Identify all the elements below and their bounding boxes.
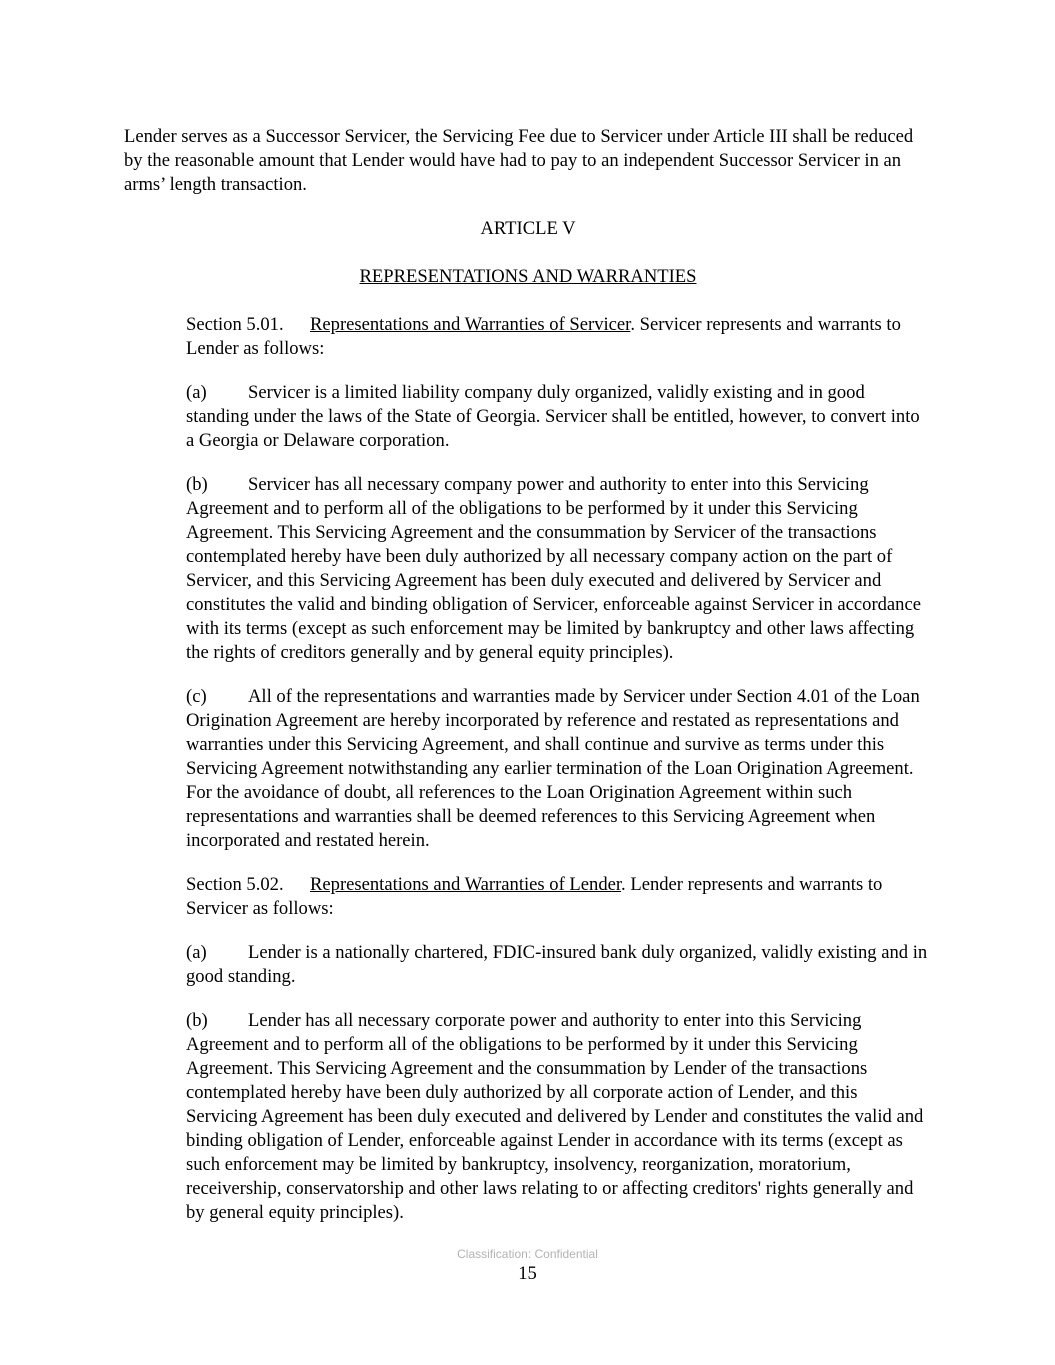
item-text: All of the representations and warranties made by Servicer under Section 4.01 of the Loan Origination Agreement are hereby incorporated by reference and restated as representations and warranties under this Servicing Agreement, and shall continue and survive as terms under this Servicing Agreement notwithstanding any earlier termination of the Loan Origination Agreement. For the avoidance of doubt, all references to the Loan Origination Agreement within such representations and warranties shall be deemed references to this Servicing Agreement when incorporated and restated herein. <box>186 686 920 851</box>
section-5-02-heading <box>124 873 932 921</box>
section-5-01-item-c <box>124 685 932 853</box>
classification-label: Classification: Confidential <box>457 1247 598 1261</box>
section-5-01-number: Section 5.01. <box>186 314 284 335</box>
item-label: (a) <box>186 942 207 963</box>
section-5-02-lead: . Lender represents and warrants to Servicer as follows: <box>186 874 883 919</box>
item-text: Lender is a nationally chartered, FDIC-insured bank duly organized, validly existing and in good standing. <box>186 942 928 987</box>
section-5-02-title: Representations and Warranties of Lender <box>310 874 622 895</box>
item-label: (b) <box>186 474 208 495</box>
section-5-01-item-a <box>124 381 932 453</box>
section-5-02-item-a <box>124 941 932 989</box>
article-heading <box>124 265 932 289</box>
item-label: (c) <box>186 686 207 707</box>
section-5-01-title: Representations and Warranties of Servicer <box>310 314 631 335</box>
section-5-02-number: Section 5.02. <box>186 874 284 895</box>
item-label: (a) <box>186 382 207 403</box>
article-title: ARTICLE V <box>480 218 576 239</box>
section-5-01-item-b <box>124 473 932 665</box>
section-5-02-item-b <box>124 1009 932 1225</box>
item-label: (b) <box>186 1010 208 1031</box>
page-number: 15 <box>518 1263 537 1284</box>
intro-paragraph: Lender serves as a Successor Servicer, the Servicing Fee due to Servicer under Article III shall be reduced by the reasonable amount that Lender would have had to pay to an independent Successor Servicer in an arms’ length transaction. <box>124 126 914 195</box>
item-text: Servicer is a limited liability company duly organized, validly existing and in good standing under the laws of the State of Georgia. Servicer shall be entitled, however, to convert into a Georgia or Delaware corporation. <box>186 382 920 451</box>
item-text: Servicer has all necessary company power and authority to enter into this Servicing Agreement and to perform all of the obligations to be performed by it under this Servicing Agreement. This Servicing Agreement and the consummation by Servicer of the transactions contemplated hereby have been duly authorized by all necessary company action on the part of Servicer, and this Servicing Agreement has been duly executed and delivered by Servicer and constitutes the valid and binding obligation of Servicer, enforceable against Servicer in accordance with its terms (except as such enforcement may be limited by bankruptcy and other laws affecting the rights of creditors generally and by general equity principles). <box>186 474 921 663</box>
item-text: Lender has all necessary corporate power and authority to enter into this Servicing Agreement and to perform all of the obligations to be performed by it under this Servicing Agreement. This Servicing Agreement and the consummation by Lender of the transactions contemplated hereby have been duly authorized by all corporate action of Lender, and this Servicing Agreement has been duly executed and delivered by Lender and constitutes the valid and binding obligation of Lender, enforceable against Lender in accordance with its terms (except as such enforcement may be limited by bankruptcy, insolvency, reorganization, moratorium, receivership, conservatorship and other laws relating to or affecting creditors' rights generally and by general equity principles). <box>186 1010 924 1223</box>
page-content <box>124 125 932 1245</box>
section-5-01-heading <box>124 313 932 361</box>
section-5-01-lead: . Servicer represents and warrants to Lender as follows: <box>186 314 901 359</box>
article-heading-text: REPRESENTATIONS AND WARRANTIES <box>359 266 697 287</box>
